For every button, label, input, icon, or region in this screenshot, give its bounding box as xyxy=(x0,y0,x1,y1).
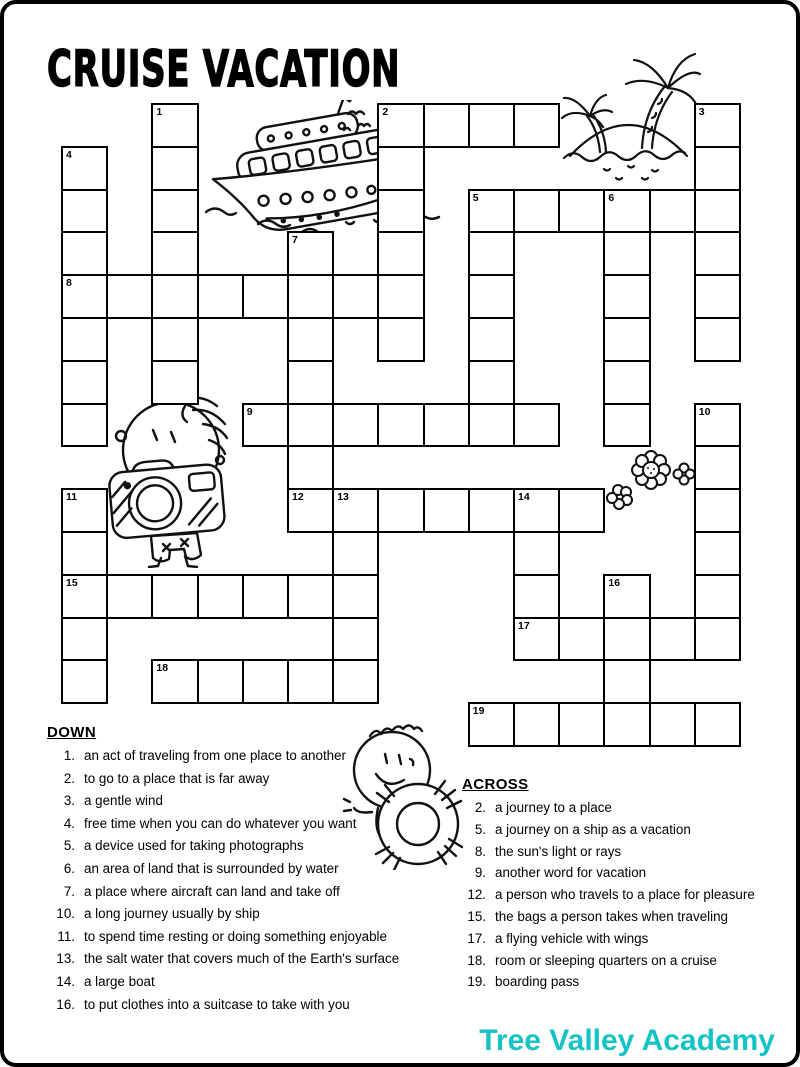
crossword-cell[interactable] xyxy=(151,103,198,148)
crossword-cell[interactable] xyxy=(513,702,560,747)
clue-number: 12. xyxy=(467,887,486,903)
crossword-cell[interactable] xyxy=(468,231,515,276)
crossword-cell[interactable] xyxy=(468,103,515,148)
crossword-cell[interactable] xyxy=(287,659,334,704)
crossword-cell[interactable] xyxy=(61,403,108,448)
cell-number: 1 xyxy=(156,106,163,118)
clue-text: a person who travels to a place for pleasure xyxy=(495,887,755,903)
clue-number: 2. xyxy=(474,800,486,815)
crossword-cell[interactable] xyxy=(151,574,198,619)
down-heading: DOWN xyxy=(47,724,97,741)
crossword-cell[interactable] xyxy=(151,360,198,405)
cell-number: 17 xyxy=(518,619,530,632)
crossword-cell[interactable] xyxy=(468,403,515,448)
crossword-cell[interactable] xyxy=(603,617,650,662)
clue-number: 15. xyxy=(467,908,486,924)
crossword-cell[interactable] xyxy=(61,189,108,234)
clue-item xyxy=(462,865,792,887)
clue-text: a device used for taking photographs xyxy=(84,838,304,854)
crossword-cell[interactable] xyxy=(694,189,741,234)
across-clue-list xyxy=(462,800,792,996)
crossword-cell[interactable] xyxy=(106,574,153,619)
crossword-cell[interactable] xyxy=(513,617,560,662)
clue-item xyxy=(462,887,792,909)
clue-item xyxy=(47,929,452,952)
crossword-cell[interactable] xyxy=(197,659,244,704)
clue-item xyxy=(462,974,792,996)
crossword-cell[interactable] xyxy=(558,189,605,234)
crossword-cell[interactable] xyxy=(61,531,108,576)
clue-number: 19. xyxy=(467,974,486,990)
clue-item xyxy=(47,974,452,997)
clue-text: a place where aircraft can land and take off xyxy=(84,883,340,899)
crossword-cell[interactable] xyxy=(287,317,334,362)
clue-text: free time when you can do whatever you want xyxy=(84,815,357,831)
crossword-cell[interactable] xyxy=(287,488,334,533)
clue-text: boarding pass xyxy=(495,974,580,990)
clue-number: 16. xyxy=(56,996,75,1012)
kid-with-camera-illustration xyxy=(95,388,255,568)
crossword-cell[interactable] xyxy=(649,617,696,662)
crossword-cell[interactable] xyxy=(242,274,289,319)
clue-item xyxy=(47,997,452,1020)
cell-number: 16 xyxy=(608,576,621,589)
crossword-cell[interactable] xyxy=(242,574,289,619)
crossword-cell[interactable] xyxy=(603,403,650,448)
crossword-cell[interactable] xyxy=(603,659,650,704)
clue-item xyxy=(47,748,452,771)
crossword-cell[interactable] xyxy=(287,360,334,405)
clue-number: 9. xyxy=(474,865,486,881)
clue-item xyxy=(462,822,792,844)
crossword-cell[interactable] xyxy=(649,702,696,747)
crossword-cell[interactable] xyxy=(151,659,198,704)
crossword-cell[interactable] xyxy=(242,659,289,704)
crossword-cell[interactable] xyxy=(468,189,515,234)
clue-text: to go to a place that is far away xyxy=(84,770,270,786)
clue-item xyxy=(462,800,792,822)
down-clue-list xyxy=(47,748,452,1019)
clue-item xyxy=(47,771,452,794)
crossword-cell[interactable] xyxy=(513,531,560,576)
across-heading: ACROSS xyxy=(462,776,529,793)
crossword-cell[interactable] xyxy=(694,574,741,619)
clue-text: another word for vacation xyxy=(495,865,647,881)
crossword-cell[interactable] xyxy=(468,360,515,405)
crossword-cell[interactable] xyxy=(61,360,108,405)
crossword-cell[interactable] xyxy=(513,189,560,234)
clue-number: 7. xyxy=(63,883,75,899)
clue-number: 5. xyxy=(474,821,486,837)
cell-number: 7 xyxy=(292,234,298,247)
crossword-cell[interactable] xyxy=(423,103,470,148)
cell-number: 9 xyxy=(246,405,253,418)
cell-number: 3 xyxy=(698,106,705,118)
crossword-cell[interactable] xyxy=(558,617,605,662)
crossword-cell[interactable] xyxy=(377,317,424,362)
clue-number: 5. xyxy=(63,838,75,854)
cell-number: 2 xyxy=(382,106,389,118)
cell-number: 10 xyxy=(698,405,711,418)
crossword-cell[interactable] xyxy=(603,231,650,276)
crossword-cell[interactable] xyxy=(558,488,605,533)
cell-number: 14 xyxy=(518,491,530,504)
clue-item xyxy=(47,951,452,974)
crossword-cell[interactable] xyxy=(603,317,650,362)
crossword-cell[interactable] xyxy=(332,531,379,576)
clue-number: 1. xyxy=(63,748,75,763)
cell-number: 8 xyxy=(66,277,72,290)
cell-number: 15 xyxy=(66,576,78,589)
crossword-cell[interactable] xyxy=(151,231,198,276)
site-credit: Tree Valley Academy xyxy=(479,1024,775,1057)
clue-text: an act of traveling from one place to another xyxy=(84,748,347,763)
clue-number: 18. xyxy=(467,952,486,968)
crossword-cell[interactable] xyxy=(468,274,515,319)
crossword-cell[interactable] xyxy=(287,403,334,448)
crossword-cell[interactable] xyxy=(61,488,108,533)
crossword-cell[interactable] xyxy=(694,617,741,662)
crossword-cell[interactable] xyxy=(694,103,741,148)
clue-item xyxy=(47,793,452,816)
crossword-cell[interactable] xyxy=(423,403,470,448)
crossword-cell[interactable] xyxy=(377,103,424,148)
cell-number: 19 xyxy=(472,705,485,718)
clue-item xyxy=(462,844,792,866)
cell-number: 11 xyxy=(66,491,78,504)
crossword-cell[interactable] xyxy=(603,574,650,619)
clue-number: 10. xyxy=(56,906,75,922)
crossword-cell[interactable] xyxy=(694,231,741,276)
crossword-cell[interactable] xyxy=(694,317,741,362)
clue-item xyxy=(47,838,452,861)
crossword-cell[interactable] xyxy=(332,488,379,533)
crossword-cell[interactable] xyxy=(151,317,198,362)
clue-text: room or sleeping quarters on a cruise xyxy=(495,952,717,968)
crossword-cell[interactable] xyxy=(468,488,515,533)
clue-number: 11. xyxy=(57,928,75,944)
crossword-cell[interactable] xyxy=(106,274,153,319)
crossword-cell[interactable] xyxy=(377,274,424,319)
crossword-cell[interactable] xyxy=(694,274,741,319)
crossword-cell[interactable] xyxy=(61,617,108,662)
crossword-cell[interactable] xyxy=(151,189,198,234)
clue-number: 6. xyxy=(63,860,75,876)
crossword-cell[interactable] xyxy=(468,317,515,362)
clue-text: the salt water that covers much of the Earth's surface xyxy=(84,951,400,967)
clue-text: a large boat xyxy=(84,973,155,989)
crossword-cell[interactable] xyxy=(332,574,379,619)
crossword-cell[interactable] xyxy=(694,488,741,533)
crossword-cell[interactable] xyxy=(197,574,244,619)
clue-text: a long journey usually by ship xyxy=(84,906,260,922)
crossword-cell[interactable] xyxy=(694,146,741,191)
crossword-cell[interactable] xyxy=(603,702,650,747)
clue-text: to put clothes into a suitcase to take with you xyxy=(84,996,350,1012)
crossword-cell[interactable] xyxy=(287,574,334,619)
crossword-cell[interactable] xyxy=(603,189,650,234)
crossword-cell[interactable] xyxy=(377,146,424,191)
clue-number: 14. xyxy=(56,973,75,989)
crossword-cell[interactable] xyxy=(61,317,108,362)
clue-item xyxy=(462,931,792,953)
clue-text: the bags a person takes when traveling xyxy=(495,908,728,924)
cell-number: 18 xyxy=(156,662,169,675)
crossword-cell[interactable] xyxy=(603,274,650,319)
clue-text: a gentle wind xyxy=(84,793,163,809)
crossword-cell[interactable] xyxy=(151,146,198,191)
crossword-cell[interactable] xyxy=(61,146,108,191)
crossword-cell[interactable] xyxy=(287,445,334,490)
crossword-cell[interactable] xyxy=(287,231,334,276)
crossword-cell[interactable] xyxy=(61,274,108,319)
clue-number: 4. xyxy=(63,815,75,831)
crossword-cell[interactable] xyxy=(468,702,515,747)
crossword-cell[interactable] xyxy=(513,103,560,148)
crossword-cell[interactable] xyxy=(513,574,560,619)
cell-number: 5 xyxy=(472,191,479,204)
crossword-cell[interactable] xyxy=(513,488,560,533)
clue-number: 3. xyxy=(63,793,75,809)
crossword-cell[interactable] xyxy=(558,702,605,747)
across-clues-section xyxy=(462,776,792,996)
cell-number: 12 xyxy=(292,491,304,504)
crossword-cell[interactable] xyxy=(332,617,379,662)
crossword-cell[interactable] xyxy=(423,488,470,533)
crossword-cell[interactable] xyxy=(377,403,424,448)
crossword-cell[interactable] xyxy=(694,702,741,747)
clue-number: 2. xyxy=(63,770,75,786)
crossword-cell[interactable] xyxy=(61,574,108,619)
clue-text: an area of land that is surrounded by water xyxy=(84,860,339,876)
crossword-cell[interactable] xyxy=(377,488,424,533)
clue-text: a journey to a place xyxy=(495,800,612,815)
cell-number: 4 xyxy=(66,148,72,161)
crossword-cell[interactable] xyxy=(332,274,379,319)
clue-item xyxy=(47,816,452,839)
clue-item xyxy=(462,953,792,975)
cell-number: 13 xyxy=(337,491,349,504)
clue-number: 13. xyxy=(56,951,75,967)
down-clues-section xyxy=(47,724,452,1019)
crossword-cell[interactable] xyxy=(61,231,108,276)
crossword-cell[interactable] xyxy=(513,403,560,448)
clue-text: a journey on a ship as a vacation xyxy=(495,821,691,837)
crossword-cell[interactable] xyxy=(332,659,379,704)
clue-item xyxy=(47,884,452,907)
crossword-cell[interactable] xyxy=(603,360,650,405)
clue-item xyxy=(462,909,792,931)
crossword-cell[interactable] xyxy=(694,531,741,576)
cell-number: 6 xyxy=(608,191,615,204)
page-title: CRUISE VACATION xyxy=(47,40,401,98)
crossword-cell[interactable] xyxy=(332,403,379,448)
crossword-cell[interactable] xyxy=(377,189,424,234)
crossword-cell[interactable] xyxy=(242,403,289,448)
crossword-cell[interactable] xyxy=(694,403,741,448)
crossword-cell[interactable] xyxy=(694,445,741,490)
clue-text: a flying vehicle with wings xyxy=(495,930,649,946)
clue-item xyxy=(47,906,452,929)
clue-text: the sun's light or rays xyxy=(495,843,622,859)
crossword-cell[interactable] xyxy=(649,189,696,234)
crossword-cell[interactable] xyxy=(61,659,108,704)
crossword-cell[interactable] xyxy=(197,274,244,319)
crossword-cell[interactable] xyxy=(287,274,334,319)
clue-text: to spend time resting or doing something enjoyable xyxy=(84,928,387,944)
crossword-cell[interactable] xyxy=(377,231,424,276)
palm-island-illustration xyxy=(556,52,701,182)
flowers-illustration xyxy=(596,446,696,510)
clue-number: 8. xyxy=(474,843,486,859)
clue-number: 17. xyxy=(467,930,486,946)
clue-item xyxy=(47,861,452,884)
crossword-cell[interactable] xyxy=(151,274,198,319)
